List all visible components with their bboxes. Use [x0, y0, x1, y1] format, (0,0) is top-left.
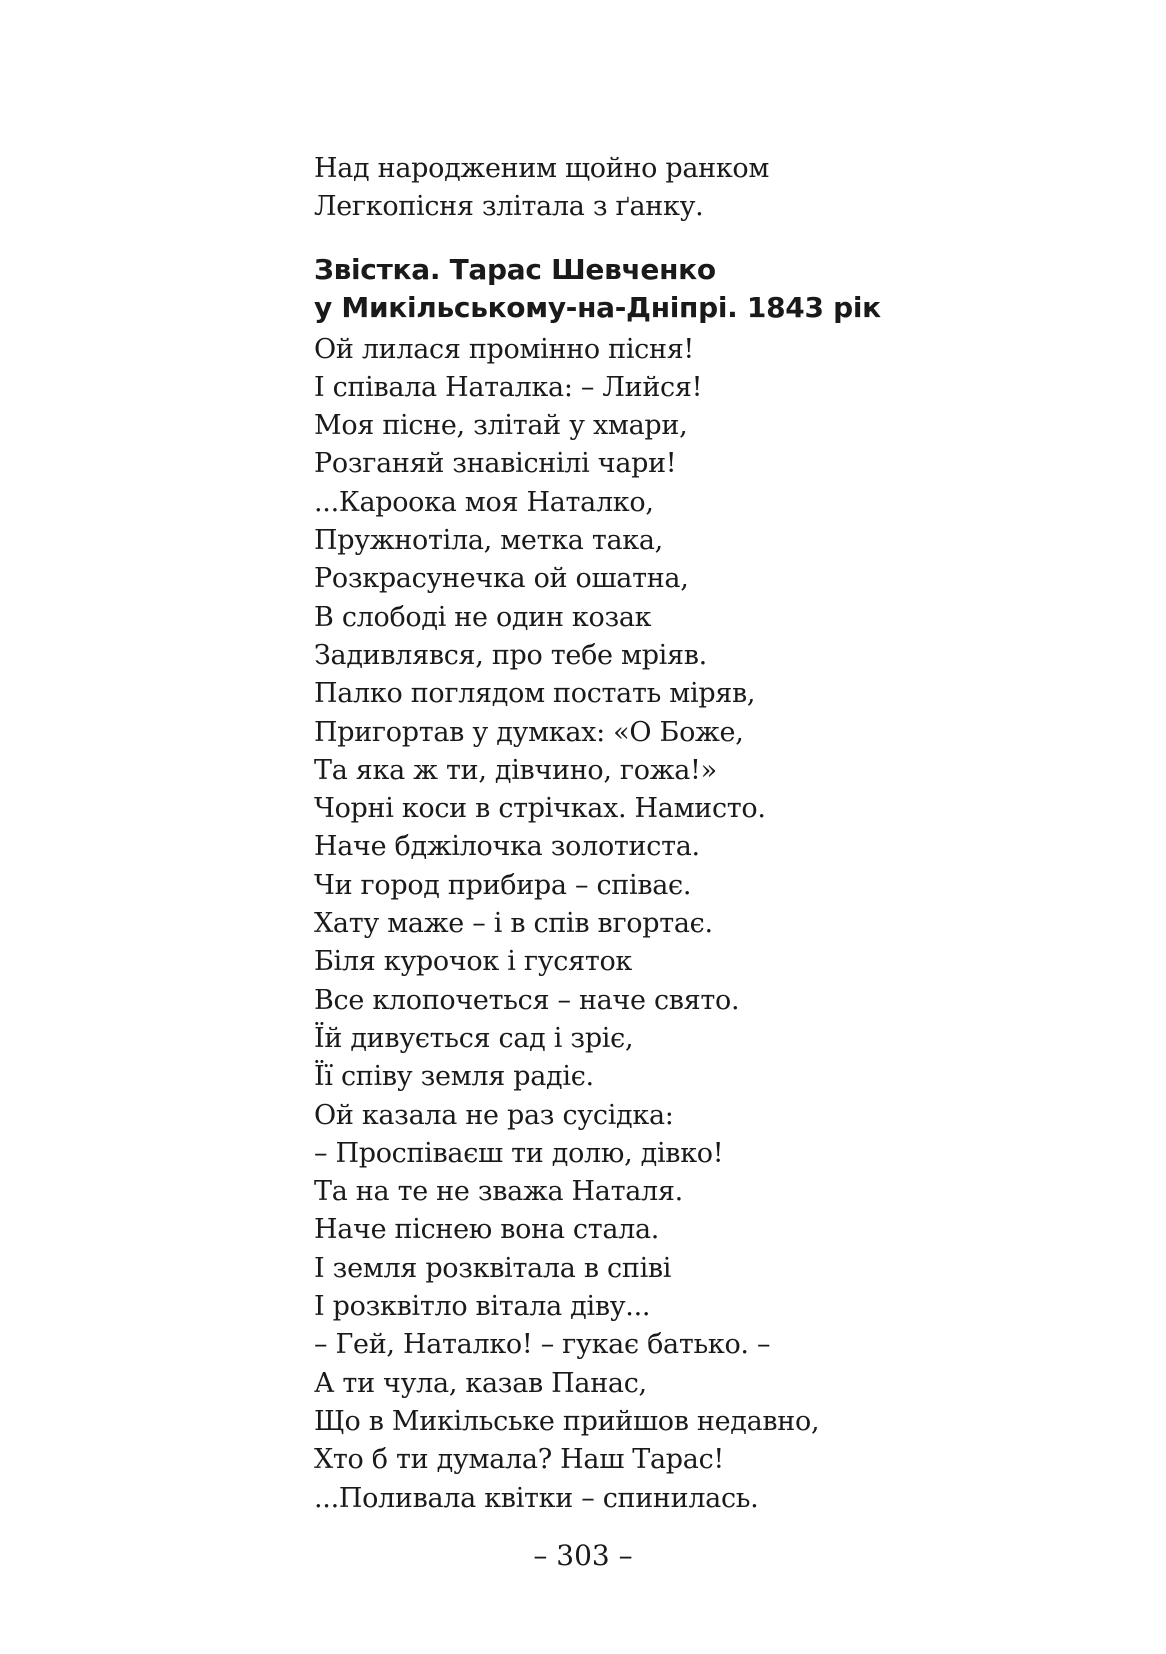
intro-line: Легкопісня злітала з ґанку.: [314, 191, 704, 223]
poem-line: Хату маже – і в спів вгортає.: [314, 908, 713, 940]
poem-line: Чи город прибира – співає.: [314, 869, 692, 901]
poem-line: Наче бджілочка золотиста.: [314, 831, 700, 863]
poem-line: – Гей, Наталко! – гукає батько. –: [314, 1329, 771, 1361]
poem-line: Їй дивується сад і зріє,: [314, 1022, 634, 1054]
poem-line: А ти чула, казав Панас,: [314, 1367, 647, 1399]
poem-line: Що в Микільське прийшов недавно,: [314, 1405, 820, 1437]
section-heading: [314, 251, 1074, 327]
poem-line: ...Поливала квітки – спинилась.: [314, 1482, 759, 1514]
poem-line: Та на те не зважа Наталя.: [314, 1176, 683, 1208]
poem-line: Та яка ж ти, дівчино, гожа!»: [314, 754, 717, 786]
poem-line: Розганяй знавіснілі чари!: [314, 448, 677, 480]
poem-line: Чорні коси в стрічках. Намисто.: [314, 793, 766, 825]
poem-line: ...Кароока моя Наталко,: [314, 486, 654, 518]
poem-body: [314, 331, 1074, 1518]
poem-line: І розквітло вітала діву...: [314, 1291, 651, 1323]
poem-line: Пригортав у думках: «О Боже,: [314, 716, 744, 748]
heading-line-2: у Микільському-на-Дніпрі. 1843 рік: [314, 290, 881, 324]
text-block: [314, 150, 1074, 1518]
poem-line: Ой лилася промінно пісня!: [314, 333, 694, 365]
poem-line: В слободі не один козак: [314, 601, 652, 633]
poem-line: Палко поглядом постать міряв,: [314, 678, 756, 710]
poem-line: Біля курочок і гусяток: [314, 946, 632, 978]
heading-line-1: Звістка. Тарас Шевченко: [314, 252, 716, 286]
poem-line: Наче піснею вона стала.: [314, 1214, 660, 1246]
poem-line: Задивлявся, про тебе мріяв.: [314, 639, 707, 671]
intro-stanza: [314, 150, 1074, 227]
poem-line: Ой казала не раз сусідка:: [314, 1099, 674, 1131]
poem-line: Пружнотіла, метка така,: [314, 525, 663, 557]
poem-line: Її співу земля радіє.: [314, 1061, 594, 1093]
poem-line: Моя пісне, злітай у хмари,: [314, 410, 688, 442]
poem-line: І земля розквітала в співі: [314, 1252, 672, 1284]
page-number: – 303 –: [533, 1539, 633, 1572]
poem-line: Хто б ти думала? Наш Тарас!: [314, 1444, 724, 1476]
poem-line: Все клопочеться – наче свято.: [314, 984, 740, 1016]
poem-line: І співала Наталка: – Лийся!: [314, 371, 703, 403]
poem-line: – Проспіваєш ти долю, дівко!: [314, 1137, 724, 1169]
intro-line: Над народженим щойно ранком: [314, 153, 770, 184]
poem-line: Розкрасунечка ой ошатна,: [314, 563, 689, 595]
